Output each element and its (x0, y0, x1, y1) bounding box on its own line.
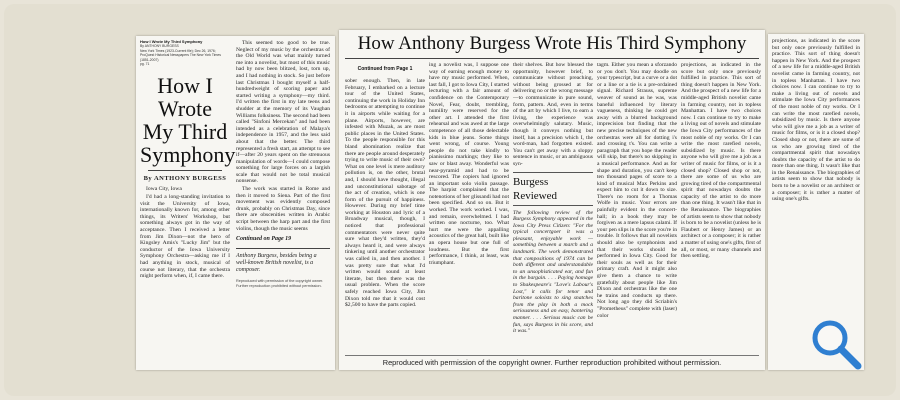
paragraph: This seemed too good to be true. Neglect of my music by the orchestras of the Old World was what mainly turned me into a novelist, but most of this music had by now been blitzed, lost, torn up, and I had nothing in stock. So just before last Christmas I bought myself a half-hundredweight of scoring paper and started writing a symphony—my third. I'd written the first in my late teens and shudder at the memory of its Vaughan Williams folksiness. The second had been called "Sinfoni Mercekan" and had been intended as a celebration of Malaya's independence in 1957, and the less said about that the better. The third represented a fresh start, an attempt to see if—after 20 years spent on the strenuous manipulation of words—I could compose something for large forces on a largish scale that would not be total musical nonsense. (236, 40, 330, 185)
headline-rule (345, 58, 759, 59)
column-2 (429, 62, 509, 352)
page-1-column-2 (236, 40, 330, 289)
citation-line: New York Times (1923-Current file); Dec 26, 1976; (140, 48, 216, 53)
clipping-page-19 (339, 30, 765, 370)
review-text: The following review of the Burgess Symphony appeared in the Iowa City Press Citizen: "For the typical concertgoer it was a pleasant, enjoyable work — something between a march and a landmark. The work demonstrated that compositions of 1974 can be both different and understandable to an unsophisticated ear, and fun in the bargain. . . . Paying homage to Shakespeare's "Love's Labour's Lost," it calls for tenor and baritone soloists to sing snatches from the play in both a mock seriousness and an easy, bantering manner. . . . Serious music can be fun, says Burgess in his score, and it was." (513, 209, 593, 335)
body-text: ing a novelist was, I suppose one way of earning enough money to have my music performed. When, last fall, I got to Iowa City, I started lecturing with a fair amount of confidence on the Contemporary Novel, Fear, doubt, trembling, humility were reserved for the other art. I attended the first rehearsal and was awed at the large competence of all those delectable kids in blue jeans. Some things went wrong, of course. Young people do not take kindly to pianissimo markings; they like to saw or blast away. Wonderful was near-pyramid and had to be rescored. The copiers had ignored an important solo violin passage. The harpist complained that the notenotions of her glissandi had not been specified. And so on. But it worked. The work worked. I was, and remain, overwhelmed. I had written one nocturne, too. What hurt me were the appalling acoustics of the great hall, built like an opera house but one full of loudness. But the first performance, I think, at least, was triumphant. (429, 62, 509, 266)
byline: By ANTHONY BURGESS (143, 175, 227, 183)
column-1 (345, 62, 425, 352)
body-text (236, 40, 330, 232)
page-1-column-1 (140, 39, 236, 281)
continued-from: Continued from Page 1 (357, 66, 413, 72)
continued-note: Continued on Page 19 (236, 236, 292, 243)
reproduction-footer: Reproduced with permission of the copyright owner. Further reproduction prohibited without permission. (382, 358, 722, 367)
title-rule (148, 170, 222, 171)
citation-block (140, 40, 230, 66)
author-bio: Anthony Burgess, besides being a well-known British novelist, is a composer. (236, 248, 330, 274)
body-text: their shelves. But how blessed the opportunity, however brief, to communicate without preaching, without being grossed at for delivering no or the wrong message—to communicate in pure sound, form, pattern. And, even in terms of the art by which I live, to earn a living, the experience was overwhelmingly salutary. Music, though it conveys nothing but itself, has a precision which I, the word-man, had forgotten existed. You can't get away with a sloppy sentence in music, or an ambiguous syn- (513, 62, 593, 167)
body-text: tagm. Either you mean a sforzando or you don't. You may doodle on your typescript, but a curve or a dot or a line or a tie is a pre-ordained signal. Richard Strauss, supreme weaver of sound as he was, was baneful influenced by literary vagueness, thinking he could get away with a blurred background imprecision but finding that the new precise techniques of the new orchestras were all for dotting i's and crossing t's. You can write a paragraph that you hope the reader will skip, but there's no skipping in a musical performance. And as for shape and duration, you can't keep ten thousand pages of score to a kind of musical Max Perkins and expect him to cut it down to size. There's no room for a Thomas Wolfe in music. Your errors are painfully evident in the concert-hall; in a book they may be forgiven as a mere lapsus calami. If your pen slips in the score you're in trouble. It follows that all novelists should also be symphonists and that their works should be performed in Iowa City. Good for their souls as well as for their primary craft. And it might also give them a chance to write gratefully about people like Jim Dixon and orchestras like the one he trains and conducts up there. Not long ago they did Scriabin's "Prometheus" complete with (laser) color (597, 62, 677, 319)
paragraph: I'd had a long-standing invitation to visit the University of Iowa, internationally known for, among other things, its Writers' Workshop, but something always got in the way of acceptance. Then I received a letter from Jim Dixon—not the hero of Kingsley Amis's "Lucky Jim" but the conductor of the Iowa University Symphony Orchestra—asking me if I had anything in stock, musical of course not literary, that the orchestra might perform when, if, I came there. (140, 194, 230, 280)
column-5 (681, 62, 761, 352)
column-3 (513, 62, 593, 352)
body-text: sober enough. Then, in late February, I embarked on a lecture tour of the United States, continuing the work in Holiday Inn bedrooms or attempting to continue it in airports while waiting for a plane. Airports, however, are infested with Muzak, as are most public places in the United States. To the people responsible for this bland abomination realize that there are people around desperately trying to write music of their own? What on one level is mere auditory pollution is, on the other, brutal and, I should have thought, illegal and unconstitutional sabotage of the act of creation, which is one form of the pursuit of happiness. However. During my brief time working at Houston and lyric of a Broadway musical, though, I noticed that professional commentators were never quite sure what they'd written, they'd always heard it, and were always tinkering until another orchestrator was called in, and then another. I was pretty sure that what I'd written would sound at least literate, but then there was the usual problem. When the score safely reached Iowa City, Jim Dixon told me that it would cost $2,500 to have the parts copied. (345, 78, 425, 309)
footer-rule (345, 355, 759, 356)
article-title: How I Wrote My Third Symphony (140, 73, 236, 168)
citation-line: By ANTHONY BURGESS (140, 44, 179, 49)
body-text: projections, as indicated in the score but only once previously fulfilled in practice. This sort of thing doesn't happen in New York. And the prospect of a new life for a middle-aged British novelist came in farming country, not in topless Manhattan. I have two choices now. I can continue to try to make a living out of novels and stimulate the Iowa City performances of the most noble of my works. Or I can write the most rarefied novels, subsidized by music. Is there anyone who will give me a job as a writer of music for films, or is it a closed shop? Closed shop or not, there are some of us who are growing tired of the compartmental spirit that nowadays doubts the capacity of the artist to do more than one thing. It wasn't like that in the Renaissance. The biographies of artists seem to show that nobody is born to be a novelist (unless he is Flaubert or Henry James) or an architect or a composer; it is rather a matter of using one's gifts, first of all, or most, or many channels and then settling. (681, 62, 761, 260)
section-subhead: Burgess Reviewed (513, 172, 593, 206)
citation-line: ProQuest Historical Newspapers The New York Times (1851-2007) (140, 53, 221, 62)
body-text: projections, as indicated in the score but only once previously fulfilled in practice. This sort of thing doesn't happen in New York. And the prospect of a new life for a middle-aged British novelist came in farming country, not in topless Manhattan. I have two choices now. I can continue to try to make a living out of novels and stimulate the Iowa City performances of the most noble of my works. Or I can write the most rarefied novels, subsidized by music. Is there anyone who will give me a job as a writer of music for films, or is it a closed shop? Closed shop or not, there are some of us who are growing tired of the compartmental spirit that nowadays doubts the capacity of the artist to do more than one thing. It wasn't like that in the Renaissance. The biographies of artists seem to show that nobody is born to be a novelist or an architect or a composer; it is rather a matter of using one's gifts. (772, 38, 860, 203)
dateline: Iowa City, Iowa (146, 186, 182, 193)
continuation-headline: How Anthony Burgess Wrote His Third Symphony (357, 33, 747, 54)
reproduction-notice: Reproduced with permission of the copyright owner. Further reproduction prohibited without permission. (236, 279, 324, 289)
column-4 (597, 62, 677, 352)
body-text (140, 186, 230, 279)
citation-line: pg. 71 (140, 62, 150, 67)
citation-title: How I Wrote My Third Symphony (140, 39, 203, 44)
clipping-page-1 (136, 36, 335, 370)
magnifier-icon[interactable] (808, 316, 866, 374)
paragraph: The work was started in Rome and then it moved to Siena. Part of the first movement was evidently composed drunk, probably on Christmas Day, since there are obscenities written in Arabic script between the harp part and the first violins, though the music seems (236, 186, 330, 232)
